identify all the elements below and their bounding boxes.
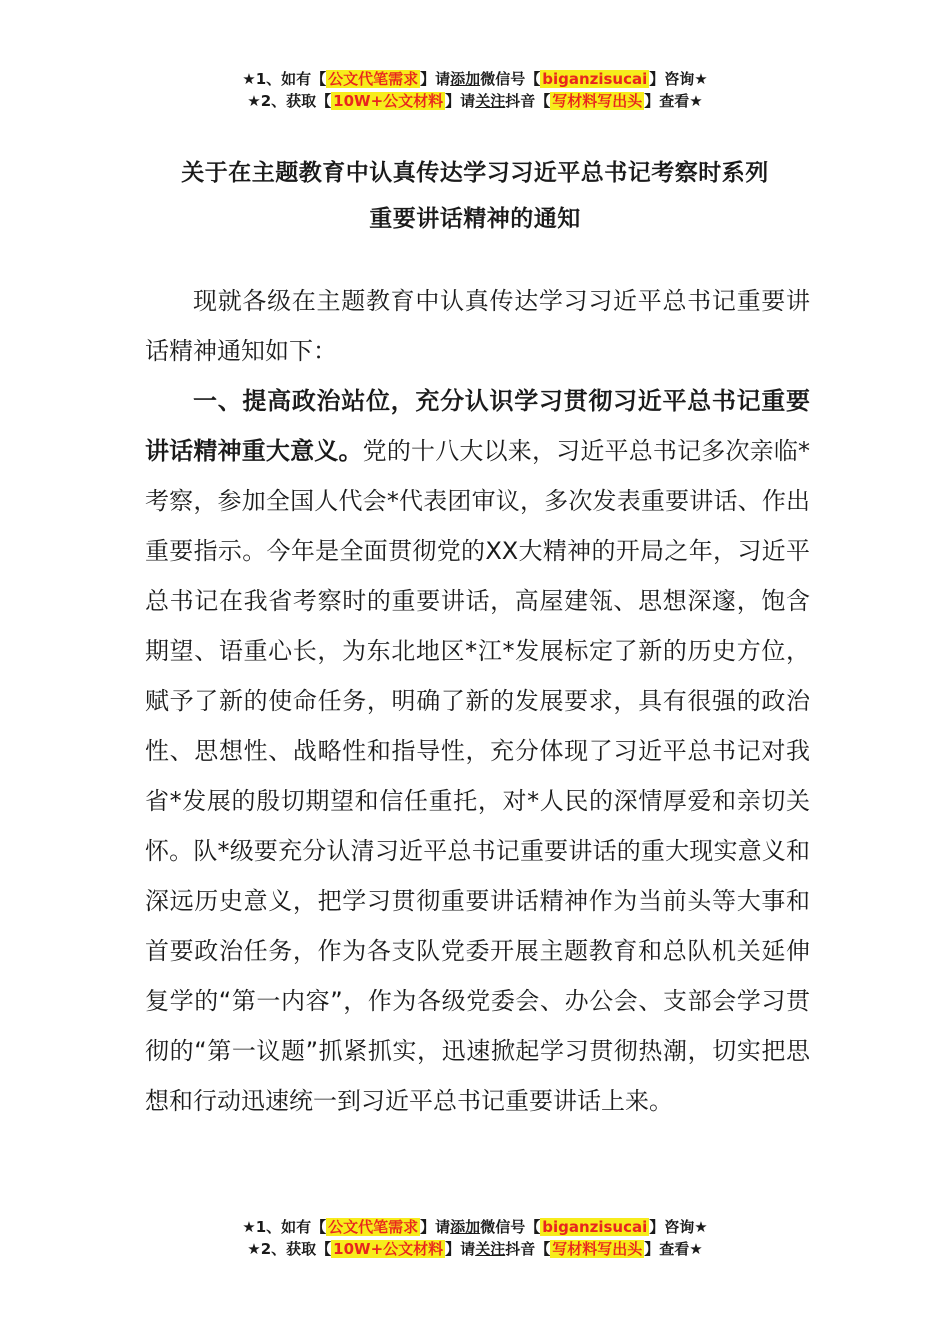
- section-1-heading: 一、提高政治站位，充分认识学习贯彻习近平总书记重要讲话精神重大意义。: [145, 387, 810, 465]
- title-line-2: 重要讲话精神的通知: [369, 206, 581, 232]
- title-line-1: 关于在主题教育中认真传达学习习近平总书记考察时系列: [181, 160, 769, 186]
- promo-douyin-id: 写材料写出头: [552, 1240, 643, 1258]
- promo-text: 1、如有【: [255, 1218, 327, 1236]
- promo-banner-top: [0, 68, 950, 112]
- star-icon: ★: [247, 1240, 261, 1258]
- promo-underlined: 添加: [450, 70, 481, 88]
- promo-text: 】请: [445, 92, 476, 110]
- promo-line-1: [0, 68, 950, 90]
- promo-line-2: [0, 90, 950, 112]
- promo-text: 】请: [420, 1218, 451, 1236]
- star-icon: ★: [242, 70, 256, 88]
- promo-highlight: 公文代笔需求: [328, 1218, 419, 1236]
- star-icon: ★: [242, 1218, 256, 1236]
- star-icon: ★: [694, 1218, 708, 1236]
- star-icon: ★: [689, 1240, 703, 1258]
- promo-text: 2、获取【: [260, 92, 332, 110]
- promo-line-2: [0, 1238, 950, 1260]
- promo-wechat-id: biganzisucai: [542, 70, 648, 88]
- promo-wechat-id: biganzisucai: [542, 1218, 648, 1236]
- section-1-body: 党的十八大以来，习近平总书记多次亲临*考察，参加全国人代会*代表团审议，多次发表重要讲话、作出重要指示。今年是全面贯彻党的XX大精神的开局之年，习近平总书记在我省考察时的重要讲话，高屋建瓴、思想深邃，饱含期望、语重心长，为东北地区*江*发展标定了新的历史方位，赋予了新的使命任务，明确了新的发展要求，具有很强的政治性、思想性、战略性和指导性，充分体现了习近平总书记对我省*发展的殷切期望和信任重托，对*人民的深情厚爱和亲切关怀。队*级要充分认清习近平总书记重要讲话的重大现实意义和深远历史意义，把学习贯彻重要讲话精神作为当前头等大事和首要政治任务，作为各支队党委开展主题教育和总队机关延伸复学的“第一内容”，作为各级党委会、办公会、支部会学习贯彻的“第一议题”抓紧抓实，迅速掀起学习贯彻热潮，切实把思想和行动迅速统一到习近平总书记重要讲话上来。: [145, 437, 811, 1115]
- promo-banner-bottom: [0, 1216, 950, 1260]
- intro-paragraph: 现就各级在主题教育中认真传达学习习近平总书记重要讲话精神通知如下：: [145, 287, 810, 365]
- promo-text: 1、如有【: [255, 70, 327, 88]
- promo-text: 抖音【: [505, 92, 551, 110]
- promo-underlined: 添加: [450, 1218, 481, 1236]
- star-icon: ★: [694, 70, 708, 88]
- promo-text: 微信号【: [480, 1218, 541, 1236]
- promo-text: 】请: [445, 1240, 476, 1258]
- promo-text: 】咨询: [649, 70, 695, 88]
- promo-text: 】查看: [644, 92, 690, 110]
- promo-underlined: 关注: [475, 1240, 506, 1258]
- promo-line-1: [0, 1216, 950, 1238]
- star-icon: ★: [689, 92, 703, 110]
- document-title: [100, 150, 850, 242]
- section-1-paragraph: [145, 376, 810, 1126]
- promo-highlight: 10W+公文材料: [333, 1240, 444, 1258]
- promo-text: 】请: [420, 70, 451, 88]
- promo-text: 微信号【: [480, 70, 541, 88]
- promo-text: 2、获取【: [260, 1240, 332, 1258]
- promo-underlined: 关注: [475, 92, 506, 110]
- promo-text: 】咨询: [649, 1218, 695, 1236]
- document-body: [145, 276, 810, 1126]
- star-icon: ★: [247, 92, 261, 110]
- promo-douyin-id: 写材料写出头: [552, 92, 643, 110]
- promo-text: 抖音【: [505, 1240, 551, 1258]
- promo-text: 】查看: [644, 1240, 690, 1258]
- promo-highlight: 公文代笔需求: [328, 70, 419, 88]
- promo-highlight: 10W+公文材料: [333, 92, 444, 110]
